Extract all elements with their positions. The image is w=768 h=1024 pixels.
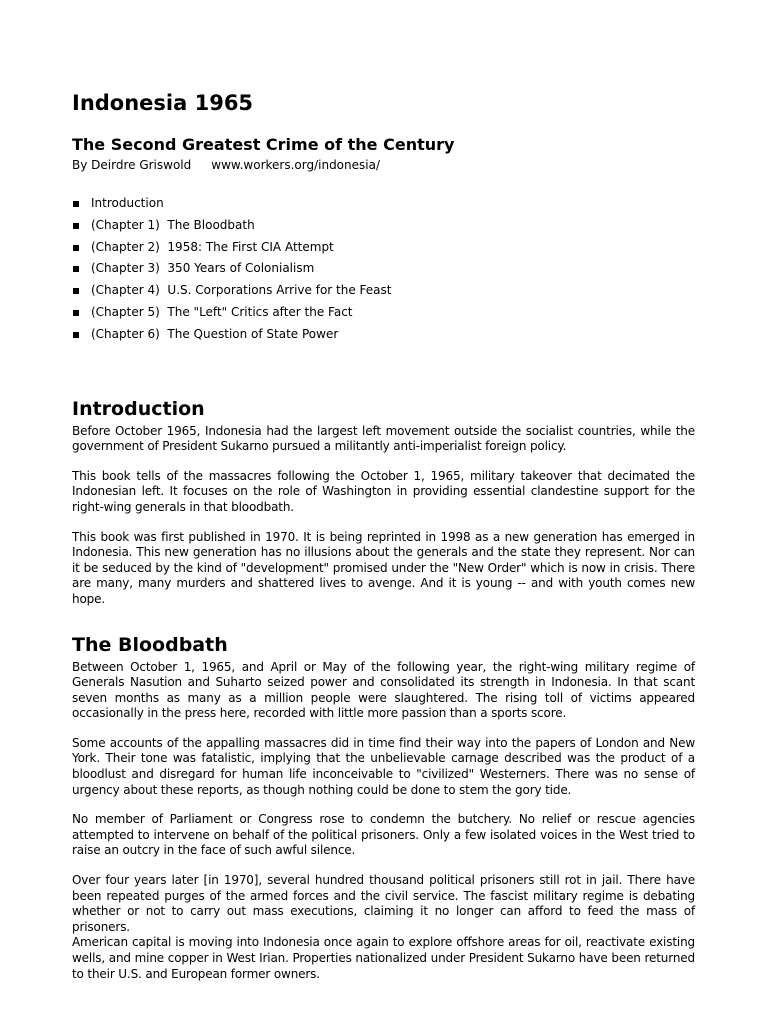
toc-item-chapter-5[interactable]	[72, 302, 695, 324]
bloodbath-paragraph: Some accounts of the appalling massacres did in time find their way into the papers of London and New York. Their tone was fatalistic, implying that the unbelievable carnage described was the product of a bloodlust and disregard for human life inconceivable to "civilized" Westerners. There was no sense of urgency about these reports, as though nothing could be done to stem the gory tide.	[72, 735, 695, 797]
square-bullet-icon	[73, 310, 79, 316]
bloodbath-heading: The Bloodbath	[72, 633, 228, 656]
bloodbath-paragraph: American capital is moving into Indonesia once again to explore offshore areas for oil, reactivate existing wells, and mine copper in West Irian. Properties nationalized under President Sukarno have been returned to their U.S. and European former owners.	[72, 935, 695, 981]
toc-item-label: Introduction	[91, 196, 164, 210]
intro-paragraph: This book was first published in 1970. It is being reprinted in 1998 as a new generation has emerged in Indonesia. This new generation has no illusions about the generals and the state they represent. Nor can it be seduced by the kind of "development" promised under the "New Order" which is now in crisis. There are many, many murders and shattered lives to avenge. And it is young -- and with youth comes new hope.	[72, 529, 695, 606]
byline	[72, 157, 695, 173]
document-page	[72, 88, 695, 982]
toc-item-chapter-2[interactable]	[72, 237, 695, 259]
toc-item-label: (Chapter 4) U.S. Corporations Arrive for the Feast	[91, 283, 392, 298]
toc-item-label: (Chapter 2) 1958: The First CIA Attempt	[91, 239, 334, 254]
toc-item-introduction[interactable]	[72, 193, 695, 215]
toc-item-label: (Chapter 1) The Bloodbath	[91, 217, 255, 232]
square-bullet-icon	[73, 332, 79, 338]
bloodbath-paragraph: Between October 1, 1965, and April or May of the following year, the right-wing military regime of Generals Nasution and Suharto seized power and consolidated its strength in Indonesia. In that scant seven months as many as a million people were slaughtered. The rising toll of victims appeared occasionally in the press here, recorded with little more passion than a sports score.	[72, 659, 695, 721]
square-bullet-icon	[73, 223, 79, 229]
square-bullet-icon	[73, 266, 79, 272]
square-bullet-icon	[73, 201, 79, 207]
toc-item-label: (Chapter 3) 350 Years of Colonialism	[91, 261, 315, 276]
table-of-contents	[72, 193, 695, 346]
document-subtitle: The Second Greatest Crime of the Century	[72, 135, 455, 154]
square-bullet-icon	[73, 288, 79, 294]
toc-item-chapter-4[interactable]	[72, 280, 695, 302]
introduction-heading: Introduction	[72, 397, 205, 420]
intro-paragraph: Before October 1965, Indonesia had the largest left movement outside the socialist countries, while the government of President Sukarno pursued a militantly anti-imperialist foreign policy.	[72, 423, 695, 454]
author-name: By Deirdre Griswold	[72, 158, 192, 172]
toc-item-chapter-6[interactable]	[72, 324, 695, 346]
source-url: www.workers.org/indonesia/	[211, 158, 380, 172]
square-bullet-icon	[73, 245, 79, 251]
intro-paragraph: This book tells of the massacres following the October 1, 1965, military takeover that decimated the Indonesian left. It focuses on the role of Washington in providing essential clandestine support for the right-wing generals in that bloodbath.	[72, 468, 695, 514]
toc-item-chapter-3[interactable]	[72, 258, 695, 280]
toc-item-label: (Chapter 6) The Question of State Power	[91, 326, 339, 341]
toc-item-label: (Chapter 5) The "Left" Critics after the Fact	[91, 304, 353, 319]
toc-item-chapter-1[interactable]	[72, 215, 695, 237]
bloodbath-paragraph: Over four years later [in 1970], several hundred thousand political prisoners still rot in jail. There have been repeated purges of the armed forces and the civil service. The fascist military regime is debating whether or not to carry out mass executions, claiming it no longer can afford to feed the mass of prisoners.	[72, 873, 695, 934]
document-title: Indonesia 1965	[72, 91, 254, 115]
bloodbath-paragraph: No member of Parliament or Congress rose to condemn the butchery. No relief or rescue agencies attempted to intervene on behalf of the political prisoners. Only a few isolated voices in the West tried to raise an outcry in the face of such awful silence.	[72, 812, 695, 858]
